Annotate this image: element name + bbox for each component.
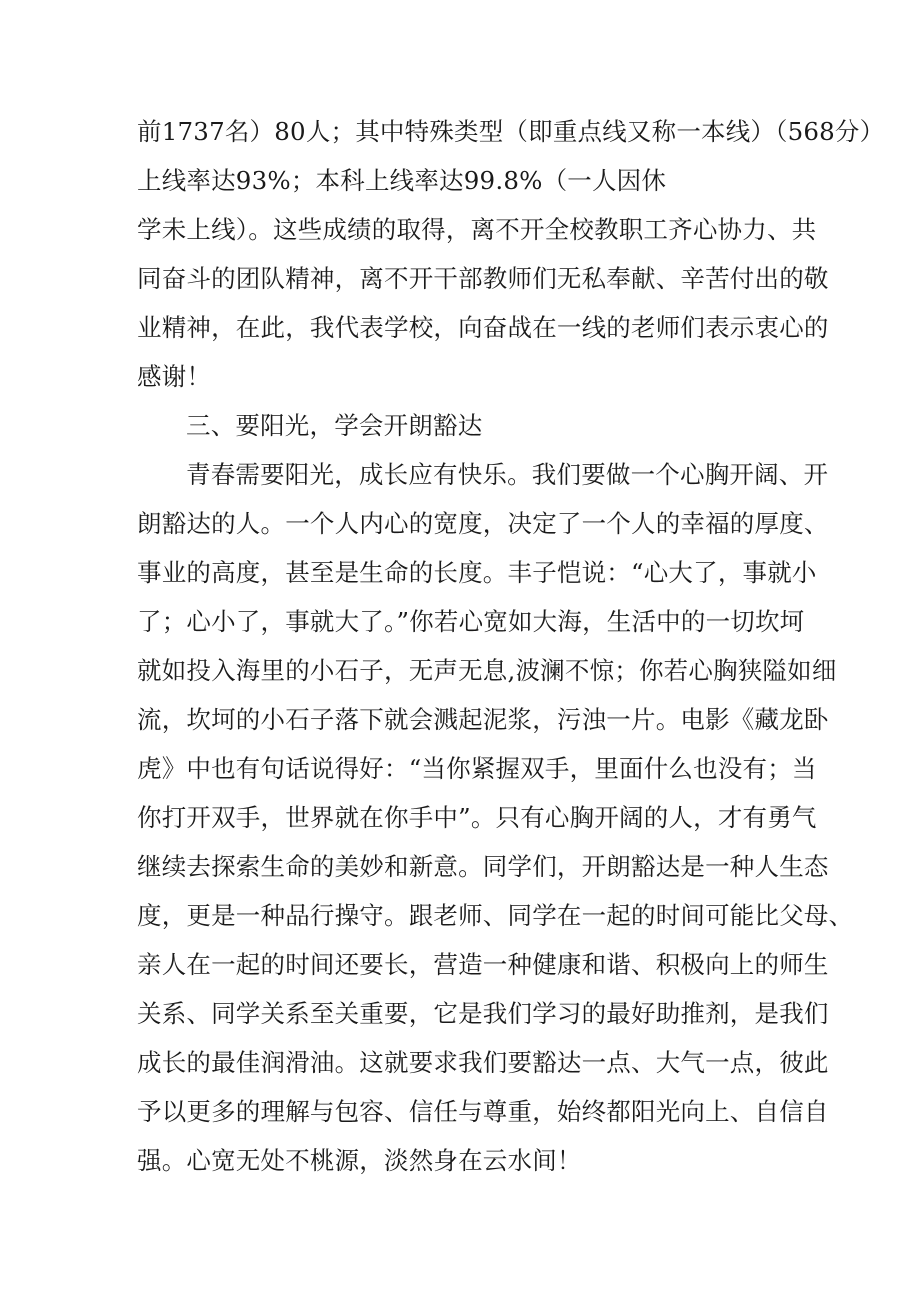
paragraph-line-1: 前1737名）80人；其中特殊类型（即重点线又称一本线）（568分） (137, 117, 885, 146)
paragraph-line-4: 同奋斗的团队精神，离不开干部教师们无私奉献、辛苦付出的敬 (137, 264, 829, 293)
paragraph-line-2: 上线率达93%；本科上线率达99.8%（一人因休 (137, 166, 667, 195)
paragraph-line-21: 予以更多的理解与包容、信任与尊重，始终都阳光向上、自信自 (137, 1097, 829, 1126)
paragraph-line-6: 感谢！ (137, 362, 212, 391)
paragraph-line-19: 关系、同学关系至关重要，它是我们学习的最好助推剂，是我们 (137, 999, 829, 1028)
paragraph-line-18: 亲人在一起的时间还要长，营造一种健康和谐、积极向上的师生 (137, 950, 829, 979)
paragraph-line-3: 学未上线）。这些成绩的取得，离不开全校教职工齐心协力、共 (137, 215, 817, 244)
paragraph-line-15: 你打开双手，世界就在你手中”。只有心胸开阔的人，才有勇气 (137, 803, 817, 832)
paragraph-line-5: 业精神，在此，我代表学校，向奋战在一线的老师们表示衷心的 (137, 313, 829, 342)
paragraph-line-9: 朗豁达的人。一个人内心的宽度，决定了一个人的幸福的厚度、 (137, 509, 829, 538)
paragraph-line-17: 度，更是一种品行操守。跟老师、同学在一起的时间可能比父母、 (137, 901, 854, 930)
paragraph-line-10: 事业的高度，甚至是生命的长度。丰子恺说：“心大了，事就小 (137, 558, 817, 587)
paragraph-line-12: 就如投入海里的小石子，无声无息,波澜不惊；你若心胸狭隘如细 (137, 656, 837, 685)
paragraph-line-16: 继续去探索生命的美妙和新意。同学们，开朗豁达是一种人生态 (137, 852, 829, 881)
paragraph-line-13: 流，坎坷的小石子落下就会溅起泥浆，污浊一片。电影《藏龙卧 (137, 705, 829, 734)
paragraph-line-22: 强。心宽无处不桃源，淡然身在云水间！ (137, 1146, 582, 1175)
section-heading: 三、要阳光，学会开朗豁达 (186, 411, 483, 440)
paragraph-line-11: 了；心小了，事就大了。”你若心宽如大海，生活中的一切坎坷 (137, 607, 805, 636)
paragraph-line-8: 青春需要阳光，成长应有快乐。我们要做一个心胸开阔、开 (186, 460, 829, 489)
paragraph-line-20: 成长的最佳润滑油。这就要求我们要豁达一点、大气一点，彼此 (137, 1048, 829, 1077)
paragraph-line-14: 虎》中也有句话说得好：“当你紧握双手，里面什么也没有；当 (137, 754, 817, 783)
